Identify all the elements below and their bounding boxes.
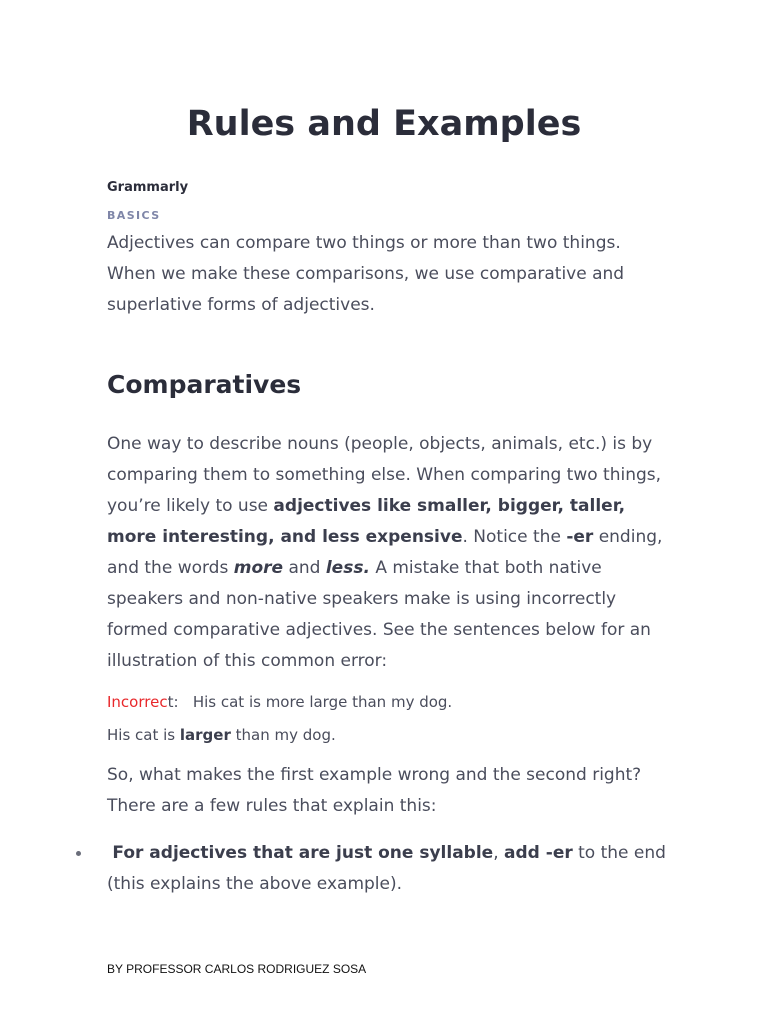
comparatives-text: ending, and the words	[107, 527, 663, 578]
bullet-text: ,	[493, 843, 505, 863]
example-correct	[107, 725, 336, 745]
comparatives-text: A mistake that both native speakers and non-native speakers make is using incorrectly formed comparative adjectives. See the sentences below for an illustration of this common error:	[107, 558, 651, 671]
comparatives-bold-less: less.	[325, 558, 370, 578]
correct-bold-larger: larger	[179, 726, 231, 744]
intro-paragraph: Adjectives can compare two things or more than two things. When we make these comparisons, we use comparative and superlative forms of adjectives.	[107, 233, 625, 315]
comparatives-text: and	[283, 558, 326, 578]
comparatives-bold-more: more	[233, 558, 284, 578]
page-title: Rules and Examples	[186, 104, 582, 144]
bullet-dot-icon	[76, 851, 81, 856]
list-item	[107, 838, 667, 900]
incorrect-label-rest: t:	[167, 693, 179, 711]
incorrect-sentence: His cat is more large than my dog.	[192, 693, 453, 711]
example-incorrect	[107, 692, 452, 712]
author-name: Grammarly	[107, 180, 189, 195]
category-label: BASICS	[107, 209, 161, 222]
comparatives-text: . Notice the	[462, 527, 567, 547]
comparatives-paragraph	[107, 429, 667, 677]
footer-byline: BY PROFESSOR CARLOS RODRIGUEZ SOSA	[107, 962, 367, 976]
comparatives-bold-adjectives: adjectives like smaller, bigger, taller, more interesting, and less expensive	[107, 496, 626, 547]
comparatives-text: One way to describe nouns (people, objects, animals, etc.) is by comparing them to something else. When comparing two things, you’re likely to use	[107, 434, 662, 516]
correct-text: than my dog.	[230, 726, 336, 744]
bullet-bold-add-er: add -er	[504, 843, 573, 863]
bullet-text: to the end (this explains the above example).	[107, 843, 666, 894]
followup-paragraph: So, what makes the first example wrong and the second right? There are a few rules that explain this:	[107, 765, 642, 816]
section-heading-comparatives: Comparatives	[107, 370, 302, 399]
correct-text: His cat is	[107, 726, 180, 744]
comparatives-bold-er: -er	[566, 527, 594, 547]
incorrect-label-red: Incorrec	[107, 693, 168, 711]
bullet-bold-one-syllable: For adjectives that are just one syllable	[112, 843, 494, 863]
